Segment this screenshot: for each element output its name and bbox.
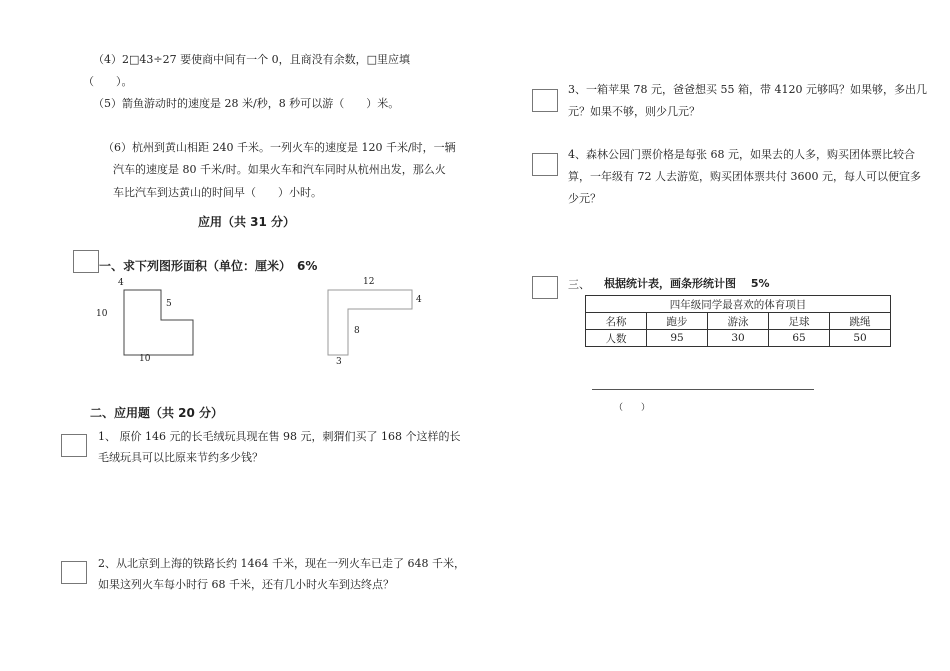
q4-line2: （ ）。 bbox=[83, 75, 133, 88]
unit-blank: （ ） bbox=[614, 403, 651, 413]
fig1-right-label: 5 bbox=[166, 299, 172, 309]
figure-1 bbox=[124, 290, 193, 355]
fig1-bottom-label: 10 bbox=[139, 354, 151, 364]
table-header-row bbox=[586, 313, 891, 330]
table-cell: 游泳 bbox=[708, 313, 769, 330]
table-cell: 跳绳 bbox=[830, 313, 891, 330]
section1-title: 一、求下列图形面积（单位：厘米） 6% bbox=[99, 259, 318, 273]
table-cell: 95 bbox=[647, 330, 708, 347]
problem2-line1: 2、从北京到上海的铁路长约 1464 千米，现在一列火车已走了 648 千米， bbox=[98, 557, 465, 570]
problem2-line2: 如果这列火车每小时行 68 千米，还有几小时火车到达终点？ bbox=[98, 578, 394, 591]
fig2-bottom-label: 3 bbox=[336, 357, 342, 367]
application-title: 应用（共 31 分） bbox=[198, 215, 296, 229]
q6-line3: 车比汽车到达黄山的时间早（ ）小时。 bbox=[113, 186, 322, 199]
table-cell: 名称 bbox=[586, 313, 647, 330]
table-cell: 跑步 bbox=[647, 313, 708, 330]
fig2-right-label: 4 bbox=[416, 295, 422, 305]
fig1-top-label: 4 bbox=[118, 278, 124, 288]
table-cell: 65 bbox=[769, 330, 830, 347]
q6-line2: 汽车的速度是 80 千米/时。如果火车和汽车同时从杭州出发，那么火 bbox=[113, 163, 446, 176]
problem4-line2: 算，一年级有 72 人去游览，购买团体票共付 3600 元，每人可以便宜多 bbox=[568, 170, 921, 183]
fig2-top-label: 12 bbox=[363, 277, 375, 287]
score-box[interactable] bbox=[532, 89, 558, 112]
score-box[interactable] bbox=[532, 153, 558, 176]
figure-2 bbox=[328, 290, 412, 355]
statistics-table bbox=[585, 295, 891, 347]
table-caption: 四年级同学最喜欢的体育项目 bbox=[586, 296, 891, 313]
table-cell: 足球 bbox=[769, 313, 830, 330]
problem1-line1: 1、 原价 146 元的长毛绒玩具现在售 98 元，刺猬们买了 168 个这样的长 bbox=[98, 430, 461, 443]
table-cell: 人数 bbox=[586, 330, 647, 347]
q5: （5）箭鱼游动时的速度是 28 米/秒，8 秒可以游（ ）米。 bbox=[93, 97, 400, 110]
fig1-left-label: 10 bbox=[96, 309, 108, 319]
score-box[interactable] bbox=[532, 276, 558, 299]
section3-title: 根据统计表，画条形统计图 5% bbox=[604, 277, 770, 290]
problem3-line2: 元？如果不够，则少几元？ bbox=[568, 105, 700, 118]
section3-number: 三、 bbox=[568, 278, 590, 291]
chart-baseline bbox=[592, 389, 814, 390]
problem1-line2: 毛绒玩具可以比原来节约多少钱？ bbox=[98, 451, 263, 464]
problem4-line3: 少元？ bbox=[568, 192, 601, 205]
section2-title: 二、应用题（共 20 分） bbox=[90, 406, 224, 420]
q6-line1: （6）杭州到黄山相距 240 千米。一列火车的速度是 120 千米/时，一辆 bbox=[103, 141, 456, 154]
q4-line1: （4）2□43÷27 要使商中间有一个 0，且商没有余数，□里应填 bbox=[93, 53, 410, 66]
score-box[interactable] bbox=[61, 434, 87, 457]
score-box[interactable] bbox=[61, 561, 87, 584]
table-cell: 30 bbox=[708, 330, 769, 347]
table-row bbox=[586, 330, 891, 347]
table-cell: 50 bbox=[830, 330, 891, 347]
fig2-inner-label: 8 bbox=[354, 326, 360, 336]
problem4-line1: 4、森林公园门票价格是每张 68 元，如果去的人多，购买团体票比较合 bbox=[568, 148, 915, 161]
problem3-line1: 3、一箱苹果 78 元，爸爸想买 55 箱，带 4120 元够吗？如果够，多出几 bbox=[568, 83, 927, 96]
